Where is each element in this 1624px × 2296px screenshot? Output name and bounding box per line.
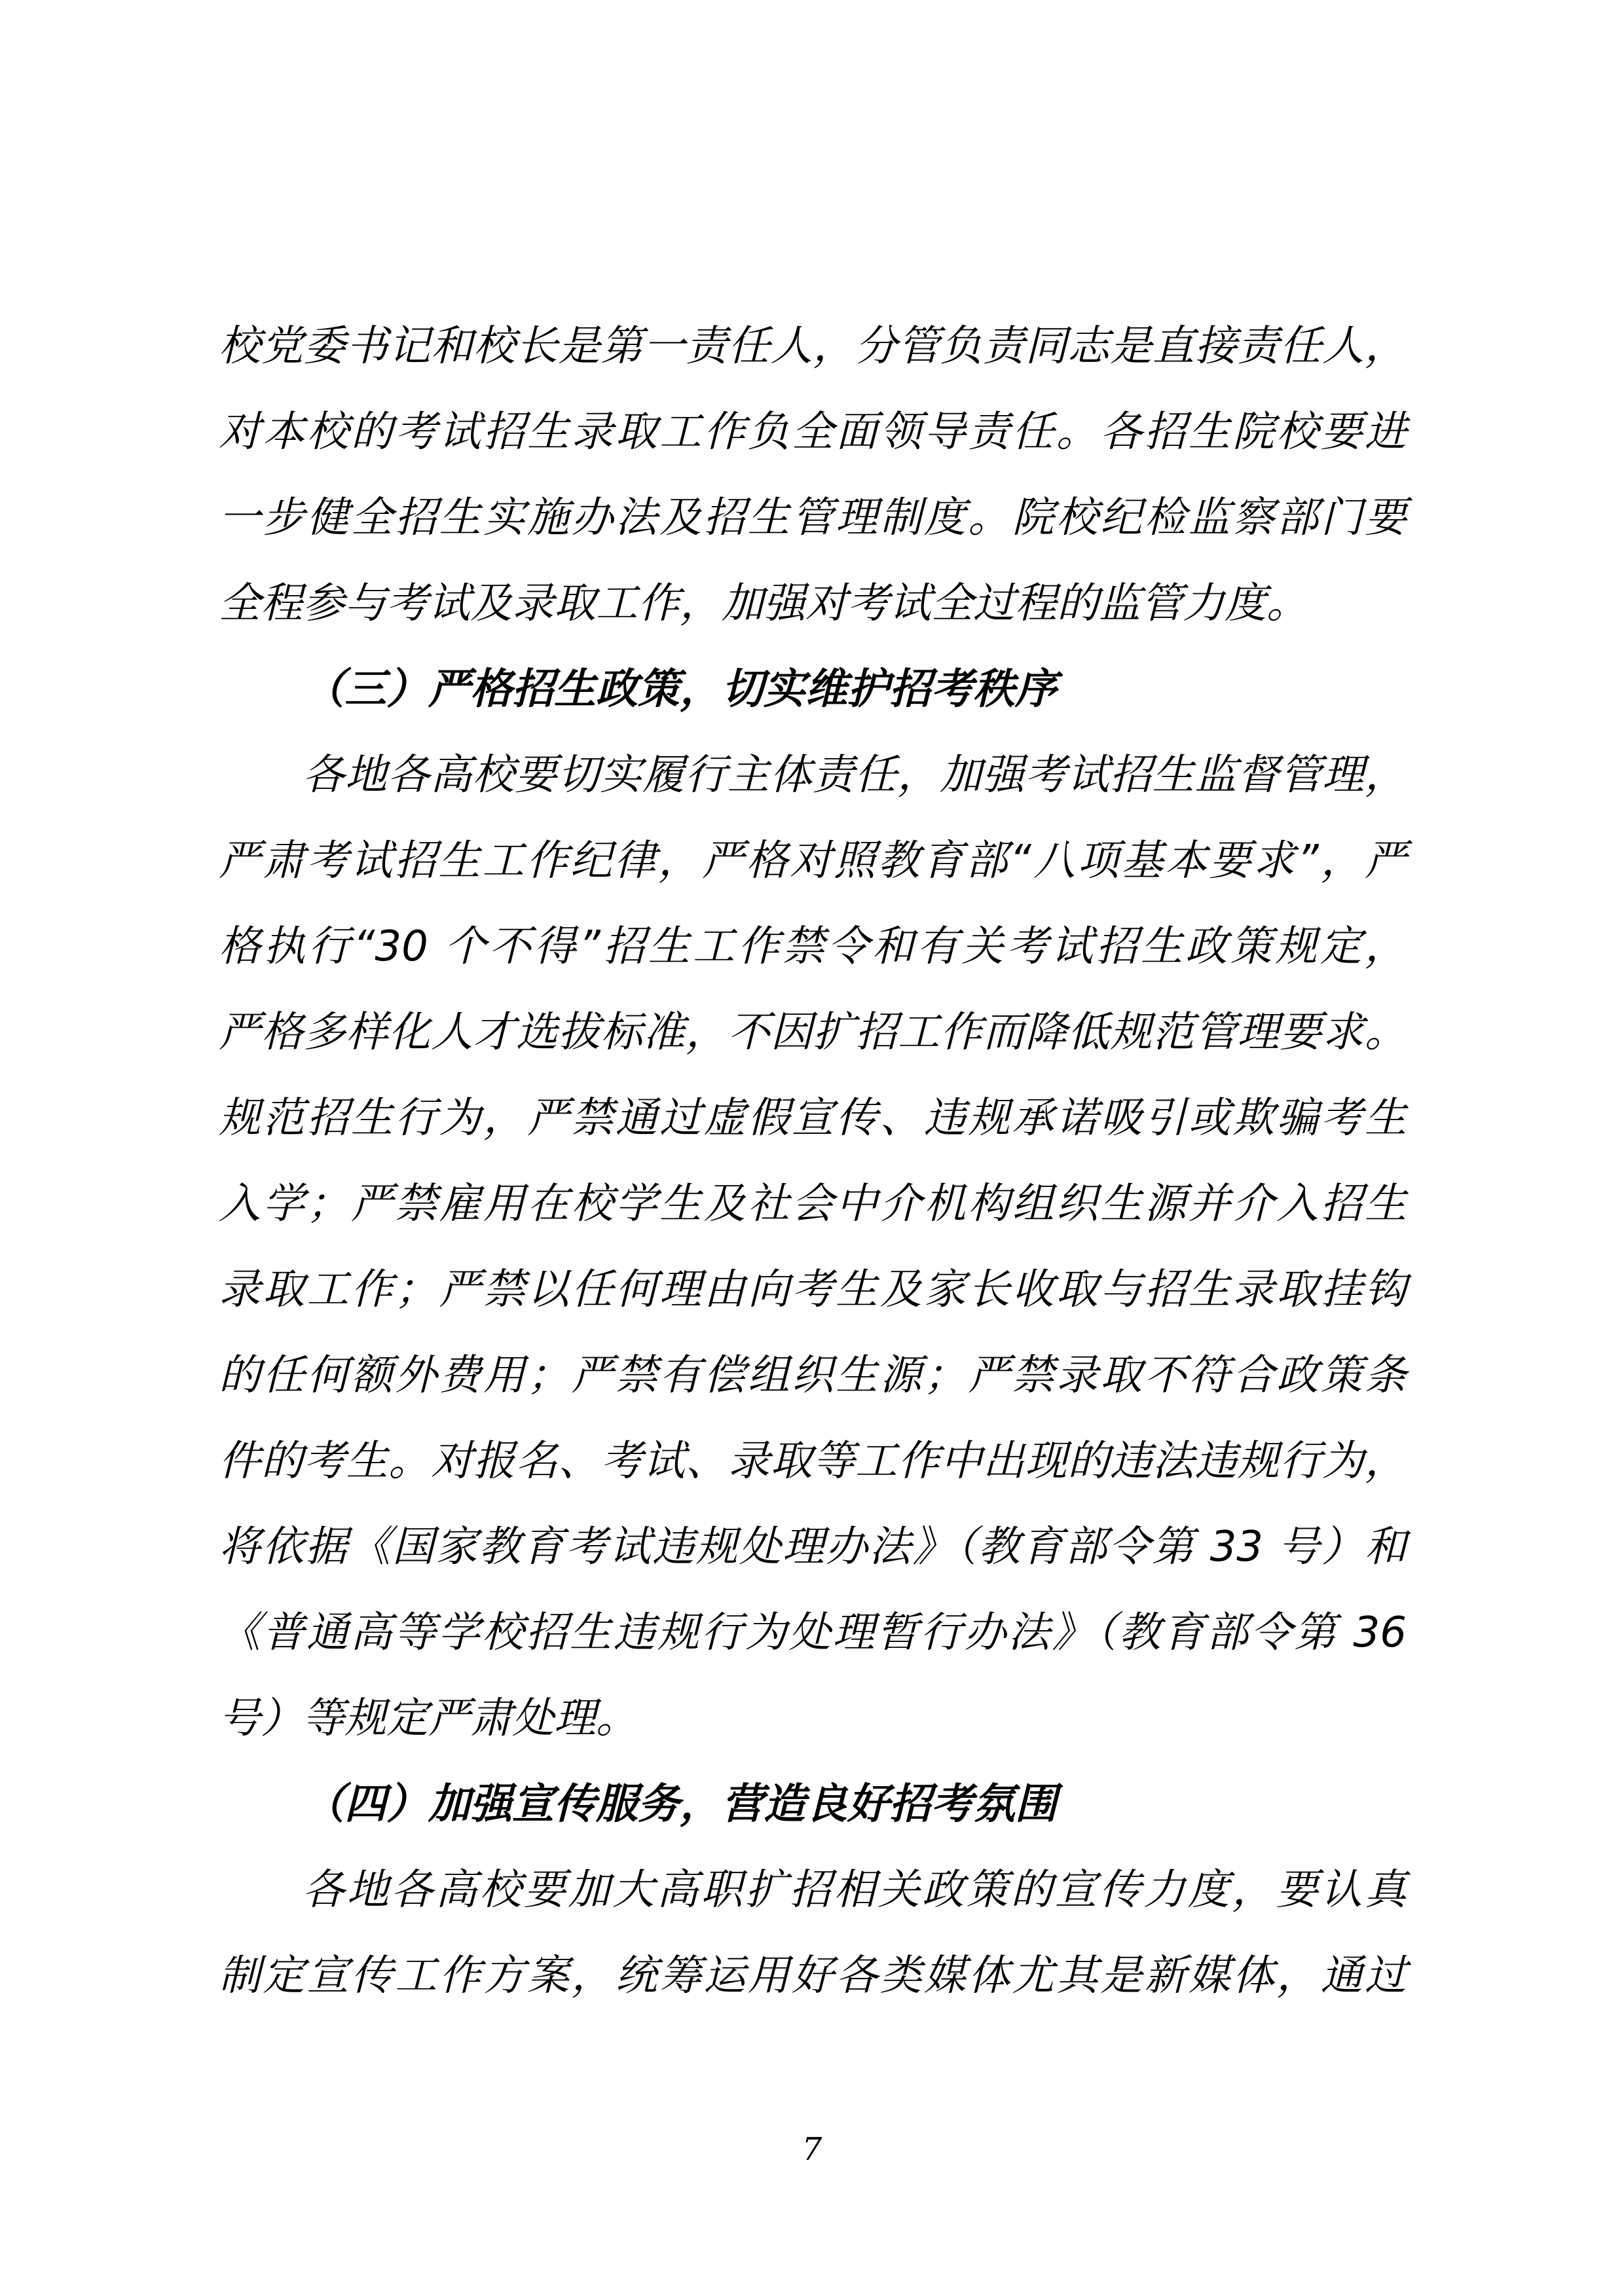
paragraph-line: 规范招生行为，严禁通过虚假宣传、违规承诺吸引或欺骗考生	[219, 1094, 1407, 1142]
paragraph-line: 件的考生。对报名、考试、录取等工作中出现的违法违规行为，	[219, 1437, 1407, 1485]
paragraph-line: 各地各高校要切实履行主体责任，加强考试招生监督管理，	[303, 751, 1407, 799]
paragraph-line: 格执行“30 个不得”招生工作禁令和有关考试招生政策规定，	[219, 922, 1407, 971]
document-body	[219, 304, 1407, 2019]
paragraph-line: 严格多样化人才选拔标准，不因扩招工作而降低规范管理要求。	[219, 1008, 1407, 1057]
paragraph-line: 校党委书记和校长是第一责任人，分管负责同志是直接责任人，	[219, 322, 1407, 371]
paragraph-line: 号）等规定严肃处理。	[219, 1694, 638, 1743]
paragraph-line: 录取工作；严禁以任何理由向考生及家长收取与招生录取挂钩	[219, 1266, 1407, 1314]
section-heading: （四）加强宣传服务，营造良好招考氛围	[303, 1780, 1057, 1829]
paragraph-line: 入学；严禁雇用在校学生及社会中介机构组织生源并介入招生	[219, 1180, 1407, 1228]
paragraph-line: 《普通高等学校招生违规行为处理暂行办法》（教育部令第 36	[219, 1609, 1407, 1657]
paragraph-line: 将依据《国家教育考试违规处理办法》（教育部令第 33 号）和	[219, 1523, 1407, 1571]
page-number: 7	[802, 2131, 822, 2168]
paragraph-line: 对本校的考试招生录取工作负全面领导责任。各招生院校要进	[219, 408, 1407, 456]
paragraph-line: 的任何额外费用；严禁有偿组织生源；严禁录取不符合政策条	[219, 1351, 1407, 1400]
section-heading: （三）严格招生政策，切实维护招考秩序	[303, 665, 1057, 714]
paragraph-line: 全程参与考试及录取工作，加强对考试全过程的监管力度。	[219, 579, 1308, 628]
paragraph-line: 制定宣传工作方案，统筹运用好各类媒体尤其是新媒体，通过	[219, 1952, 1407, 2000]
paragraph-line: 各地各高校要加大高职扩招相关政策的宣传力度，要认真	[303, 1866, 1407, 1914]
paragraph-line: 严肃考试招生工作纪律，严格对照教育部“八项基本要求”，严	[219, 837, 1407, 885]
paragraph-line: 一步健全招生实施办法及招生管理制度。院校纪检监察部门要	[219, 494, 1407, 542]
